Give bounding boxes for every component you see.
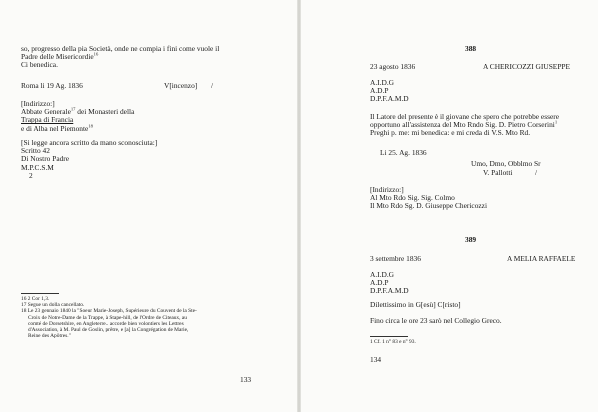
heading-line: A.D.P (370, 86, 389, 96)
text-line: so, progresso della pia Società, onde ne compia i fini come vuole il (21, 44, 220, 53)
footnote: Reine des Apôtres." (28, 333, 71, 340)
footnote: Croix de Notre-Dame de la Trappe, à Stape-hill, de l'Ordre de Citeaux, au (28, 314, 187, 321)
letter-heading (370, 79, 409, 104)
letter-heading (370, 271, 409, 296)
footnote-divider (21, 293, 59, 294)
text-line-part: Padre delle Misericordie (21, 52, 94, 62)
note-line: Scritto 42 (21, 146, 50, 156)
note-line: Di Nostro Padre (21, 154, 70, 164)
signature-mark: / (535, 168, 538, 177)
footnote-ref: 17 (70, 106, 76, 112)
letter-number: 389 (465, 235, 477, 244)
footnote: 17 Segue un dolla cancellato. (21, 302, 85, 309)
body-text: opportuno all'assistenza del Mto Rndo Sig. D. Pietro Corserini (370, 120, 555, 130)
footnote: 1 Cf. 1 n° 83 e n° 93. (370, 339, 416, 345)
address-line (21, 125, 134, 133)
footnote: comté de Dorsetshire, en Angleterre.. accorde bien volontiers les Lettres (28, 320, 184, 327)
address-text: e di Alba nel Piemonte (21, 123, 89, 133)
archival-note (21, 139, 157, 180)
address-line: Al Mto Rdo Sig. Sig. Colmo (370, 193, 455, 203)
letter-recipient: A CHERICOZZI GIUSEPPE (483, 62, 571, 71)
body-line: Il Latore del presente è il giovane che spero che potrebbe essere (370, 112, 559, 121)
signature: V[incenzo] (164, 81, 198, 90)
page-number: 133 (240, 375, 252, 384)
footnote-divider (370, 336, 408, 337)
closing: Umo, Dmo, Obblmo Sr (471, 159, 541, 168)
note-line: M.P.C.S.M (21, 162, 54, 172)
address-line: Trappa di Francia (21, 115, 74, 125)
address-block (21, 100, 134, 133)
address-label: [Indirizzo:] (21, 99, 55, 108)
heading-line: D.P.F.A.M.D (370, 286, 409, 296)
footnote-ref: 16 (93, 51, 99, 57)
letter-number: 388 (465, 44, 477, 53)
body-line: Preghi p. me: mi benedica: e mi creda di V.S. Mto Rd. (370, 128, 531, 138)
footnote: d'Association, à M. Paul de Goslin, prêtre, e [a] la Congrégation de Marie, (28, 327, 189, 334)
heading-line: A.I.D.G (370, 270, 395, 279)
letter-date: 23 agosto 1836 (370, 62, 416, 71)
page-number: 134 (370, 355, 382, 364)
heading-line: A.D.P (370, 278, 389, 288)
address-line: Il Mto Rdo Sg. D. Giuseppe Chericozzi (370, 201, 488, 211)
letter-ending (21, 45, 219, 70)
salutation: Dilettissimo in G[esù] C[risto] (370, 300, 461, 309)
text-line: Ci benedica. (21, 60, 58, 70)
letter-body (370, 113, 559, 138)
signature-mark: / (211, 81, 214, 90)
signature: V. Pallotti (483, 168, 513, 177)
heading-line: D.P.F.A.M.D (370, 94, 409, 104)
letter-recipient: A MELIA RAFFAELE (507, 254, 576, 263)
footnote-ref: 1 (554, 119, 558, 125)
date-place: Li 25. Ag. 1836 (380, 148, 427, 157)
date-place: Roma li 19 Ag. 1836 (21, 81, 83, 90)
address-line: [Indirizzo:] (370, 185, 404, 194)
footnotes (21, 296, 197, 339)
right-page (299, 0, 598, 412)
letter-body: Fino circa le ore 23 sarò nel Collegio Greco. (370, 316, 502, 325)
footnotes (370, 339, 416, 345)
footnote: 18 Le 23 gennaio 1840 la "Soeur Marie-Joseph, Supérieure du Couvent de la Ste- (21, 308, 197, 315)
address-text: Abbate Generale (21, 107, 71, 117)
note-line: 2 (29, 170, 33, 180)
footnote: 16 2 Cor 1,3. (21, 296, 50, 302)
heading-line: A.I.D.G (370, 78, 395, 87)
footnote-ref: 18 (88, 123, 93, 129)
address-text: dei Monasteri della (75, 107, 135, 117)
note-line: [Si legge ancora scritto da mano sconosciuta:] (21, 138, 158, 147)
letter-date: 3 settembre 1836 (370, 254, 421, 263)
address-block (370, 186, 487, 211)
